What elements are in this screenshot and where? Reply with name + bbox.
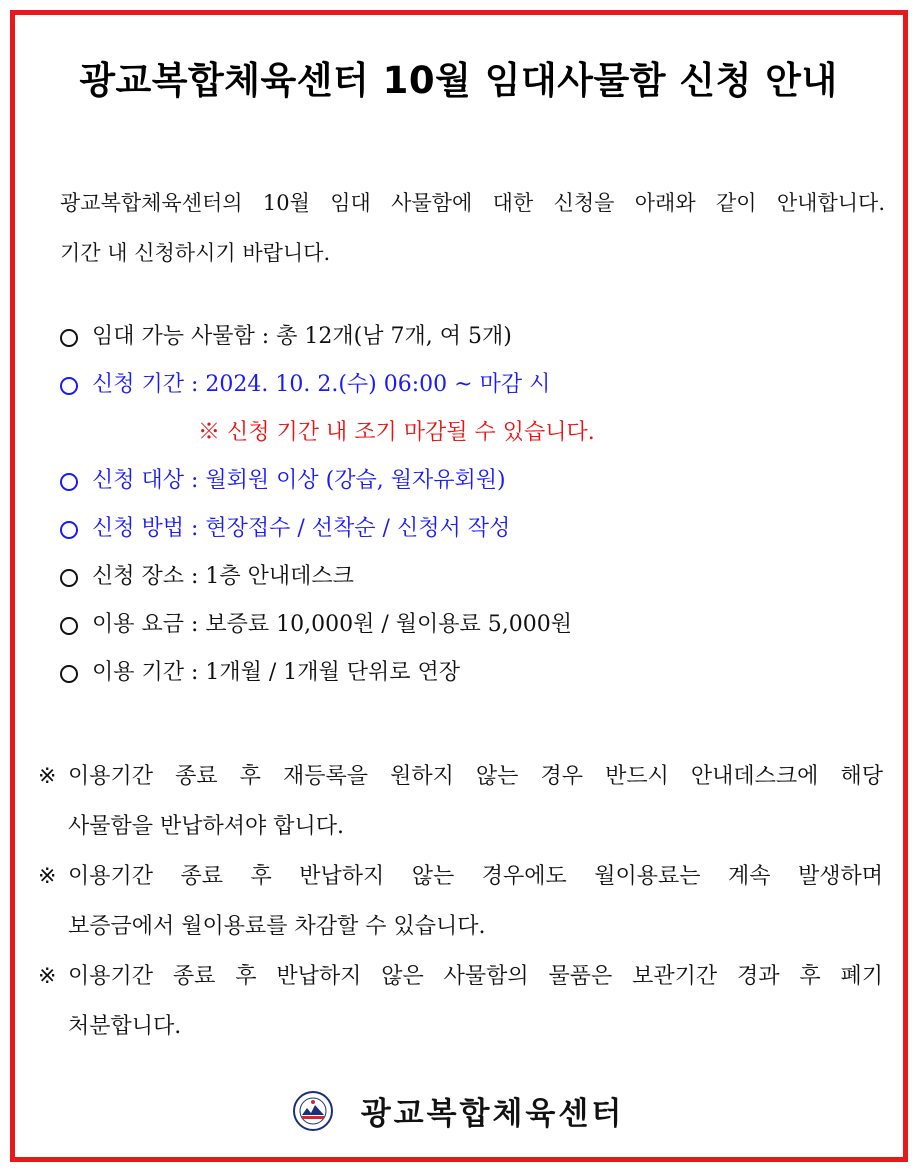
info-item-text: 이용 기간 : 1개월 / 1개월 단위로 연장 <box>92 660 461 685</box>
circle-bullet-icon <box>60 665 78 683</box>
note-line-2: 처분합니다. <box>68 1014 182 1039</box>
circle-bullet-icon <box>60 521 78 539</box>
info-item-location <box>60 562 890 610</box>
note-line-1: 이용기간 종료 후 반납하지 않는 경우에도 월이용료는 계속 발생하며 <box>68 864 883 889</box>
info-item-period <box>60 370 890 418</box>
info-item-early-close-note <box>60 418 890 466</box>
info-item-text: 신청 대상 : 월회원 이상 (강습, 월자유회원) <box>92 468 506 493</box>
document-title: 광교복합체육센터 10월 임대사물함 신청 안내 <box>79 59 838 102</box>
note-fee-deduction <box>38 852 883 952</box>
footer <box>0 1088 917 1133</box>
circle-bullet-icon <box>60 329 78 347</box>
intro-line-2: 기간 내 신청하시기 바랍니다. <box>60 241 331 265</box>
circle-bullet-icon <box>60 617 78 635</box>
reference-mark: ※ <box>38 864 57 889</box>
circle-bullet-icon <box>60 473 78 491</box>
circle-bullet-icon <box>60 569 78 587</box>
note-disposal <box>38 952 883 1052</box>
info-item-text: 이용 요금 : 보증료 10,000원 / 월이용료 5,000원 <box>92 612 573 637</box>
suwon-sports-seal-icon <box>293 1091 333 1131</box>
note-line-2: 보증금에서 월이용료를 차감할 수 있습니다. <box>68 914 486 939</box>
info-item-eligibility <box>60 466 890 514</box>
circle-bullet-icon <box>60 377 78 395</box>
info-item-method <box>60 514 890 562</box>
info-list <box>60 322 890 706</box>
note-line-1: 이용기간 종료 후 반납하지 않은 사물함의 물품은 보관기간 경과 후 폐기 <box>68 964 883 989</box>
info-item-text: 신청 기간 : 2024. 10. 2.(수) 06:00 ~ 마감 시 <box>92 372 551 397</box>
info-item-fee <box>60 610 890 658</box>
reference-mark: ※ <box>38 764 57 789</box>
info-item-text: 신청 장소 : 1층 안내데스크 <box>92 564 354 589</box>
info-item-text: 신청 방법 : 현장접수 / 선착순 / 신청서 작성 <box>92 516 511 541</box>
notes-section <box>38 752 883 1052</box>
note-line-2: 사물함을 반납하셔야 합니다. <box>68 814 345 839</box>
info-item-text: 임대 가능 사물함 : 총 12개(남 7개, 여 5개) <box>92 324 512 349</box>
early-close-warning: ※ 신청 기간 내 조기 마감될 수 있습니다. <box>198 420 595 445</box>
info-item-lockers <box>60 322 890 370</box>
intro-line-1: 광교복합체육센터의 10월 임대 사물함에 대한 신청을 아래와 같이 안내합니다. <box>60 191 885 215</box>
reference-mark: ※ <box>38 964 57 989</box>
note-line-1: 이용기간 종료 후 재등록을 원하지 않는 경우 반드시 안내데스크에 해당 <box>68 764 883 789</box>
info-item-duration <box>60 658 890 706</box>
intro-paragraph <box>60 178 885 278</box>
center-name: 광교복합체육센터 <box>360 1096 625 1132</box>
note-return-item <box>38 752 883 852</box>
